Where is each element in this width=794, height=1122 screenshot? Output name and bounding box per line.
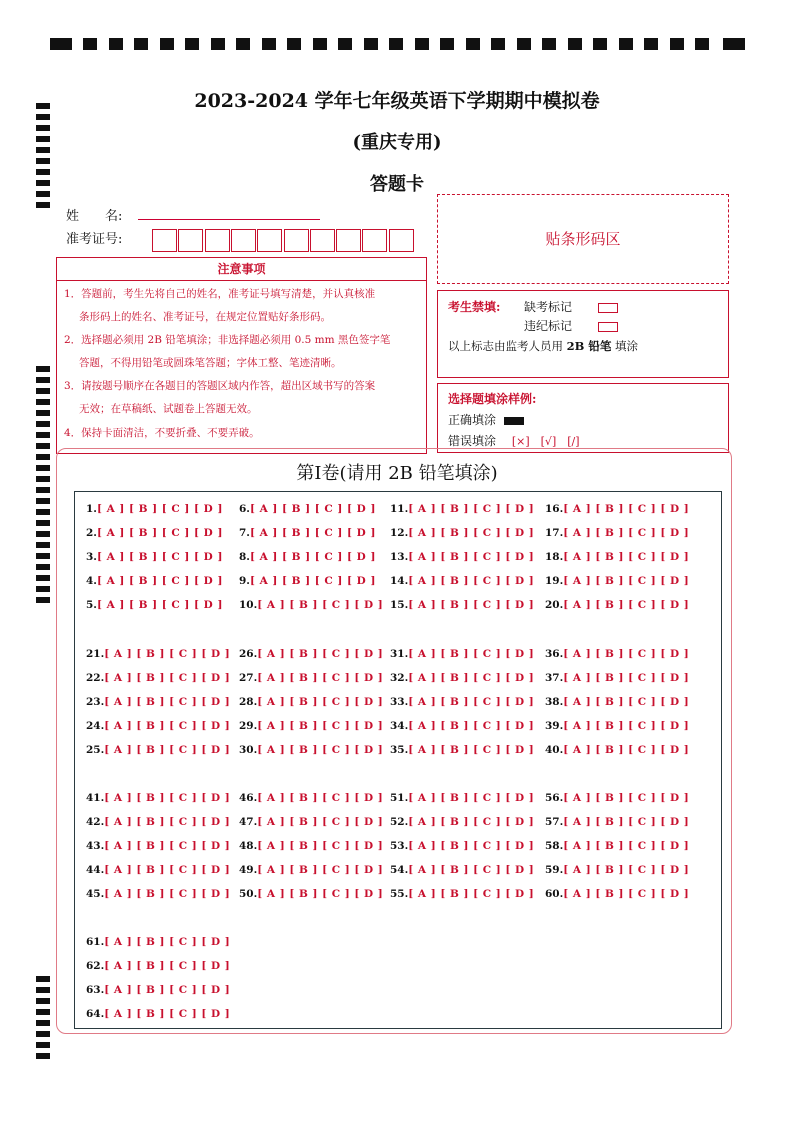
answer-options[interactable]: [ A ] [ B ] [ C ] [ D ] bbox=[257, 599, 384, 611]
answer-item-36 bbox=[545, 648, 689, 660]
exam-id-digit-box[interactable] bbox=[231, 229, 256, 252]
answer-options[interactable]: [ A ] [ B ] [ C ] [ D ] bbox=[249, 527, 376, 539]
question-number: 53. bbox=[390, 840, 409, 852]
violation-mark-box[interactable] bbox=[598, 322, 618, 332]
question-number: 47. bbox=[239, 816, 258, 828]
answer-item-40 bbox=[545, 744, 689, 756]
answer-item-49 bbox=[239, 864, 383, 876]
answer-item-43 bbox=[86, 840, 230, 852]
timing-mark bbox=[36, 520, 50, 526]
answer-item-14 bbox=[390, 575, 534, 587]
question-number: 51. bbox=[390, 792, 409, 804]
answer-item-48 bbox=[239, 840, 383, 852]
answer-options[interactable]: [ A ] [ B ] [ C ] [ D ] bbox=[563, 503, 690, 515]
timing-mark bbox=[36, 998, 50, 1004]
timing-block bbox=[619, 38, 633, 50]
answer-options[interactable]: [ A ] [ B ] [ C ] [ D ] bbox=[563, 792, 690, 804]
question-number: 34. bbox=[390, 720, 409, 732]
question-number: 54. bbox=[390, 864, 409, 876]
answer-item-64 bbox=[86, 1008, 230, 1020]
answer-item-10 bbox=[239, 599, 383, 611]
question-number: 27. bbox=[239, 672, 258, 684]
timing-mark bbox=[36, 575, 50, 581]
answer-item-39 bbox=[545, 720, 689, 732]
answer-options[interactable]: [ A ] [ B ] [ C ] [ D ] bbox=[408, 527, 535, 539]
timing-mark bbox=[36, 509, 50, 515]
answer-options[interactable]: [ A ] [ B ] [ C ] [ D ] bbox=[249, 503, 376, 515]
question-number: 31. bbox=[390, 648, 409, 660]
question-number: 5. bbox=[86, 599, 97, 611]
answer-options[interactable]: [ A ] [ B ] [ C ] [ D ] bbox=[257, 744, 384, 756]
timing-mark bbox=[36, 976, 50, 982]
answer-options[interactable]: [ A ] [ B ] [ C ] [ D ] bbox=[408, 503, 535, 515]
timing-block bbox=[542, 38, 556, 50]
name-field[interactable] bbox=[138, 219, 320, 220]
answer-item-54 bbox=[390, 864, 534, 876]
question-number: 14. bbox=[390, 575, 409, 587]
answer-item-17 bbox=[545, 527, 689, 539]
answer-item-41 bbox=[86, 792, 230, 804]
timing-bar-top bbox=[50, 38, 745, 52]
timing-block bbox=[134, 38, 148, 50]
answer-options[interactable]: [ A ] [ B ] [ C ] [ D ] bbox=[257, 840, 384, 852]
answer-item-9 bbox=[239, 575, 376, 587]
answer-options[interactable]: [ A ] [ B ] [ C ] [ D ] bbox=[408, 648, 535, 660]
answer-options[interactable]: [ A ] [ B ] [ C ] [ D ] bbox=[408, 575, 535, 587]
timing-mark bbox=[36, 158, 50, 164]
answer-area bbox=[74, 491, 722, 1029]
question-number: 9. bbox=[239, 575, 250, 587]
answer-options[interactable]: [ A ] [ B ] [ C ] [ D ] bbox=[257, 696, 384, 708]
answer-item-2 bbox=[86, 527, 223, 539]
question-number: 12. bbox=[390, 527, 409, 539]
question-number: 44. bbox=[86, 864, 105, 876]
answer-options[interactable]: [ A ] [ B ] [ C ] [ D ] bbox=[104, 864, 231, 876]
timing-block bbox=[644, 38, 658, 50]
exam-id-digit-box[interactable] bbox=[152, 229, 177, 252]
question-number: 24. bbox=[86, 720, 105, 732]
answer-item-33 bbox=[390, 696, 534, 708]
answer-options[interactable]: [ A ] [ B ] [ C ] [ D ] bbox=[408, 888, 535, 900]
timing-block bbox=[491, 38, 505, 50]
notice-item-4: 4．保持卡面清洁，不要折叠、不要弄破。 bbox=[64, 427, 260, 439]
timing-block bbox=[389, 38, 403, 50]
answer-options[interactable]: [ A ] [ B ] [ C ] [ D ] bbox=[104, 984, 231, 996]
answer-item-15 bbox=[390, 599, 534, 611]
question-number: 6. bbox=[239, 503, 250, 515]
answer-options[interactable]: [ A ] [ B ] [ C ] [ D ] bbox=[104, 840, 231, 852]
timing-block bbox=[262, 38, 276, 50]
answer-item-38 bbox=[545, 696, 689, 708]
answer-item-35 bbox=[390, 744, 534, 756]
answer-item-23 bbox=[86, 696, 230, 708]
question-number: 63. bbox=[86, 984, 105, 996]
question-number: 33. bbox=[390, 696, 409, 708]
question-number: 42. bbox=[86, 816, 105, 828]
answer-options[interactable]: [ A ] [ B ] [ C ] [ D ] bbox=[257, 864, 384, 876]
answer-item-13 bbox=[390, 551, 534, 563]
answer-item-16 bbox=[545, 503, 689, 515]
answer-item-24 bbox=[86, 720, 230, 732]
answer-options[interactable]: [ A ] [ B ] [ C ] [ D ] bbox=[104, 696, 231, 708]
timing-block bbox=[160, 38, 174, 50]
answer-item-32 bbox=[390, 672, 534, 684]
answer-options[interactable]: [ A ] [ B ] [ C ] [ D ] bbox=[249, 551, 376, 563]
timing-mark bbox=[36, 487, 50, 493]
notice-item-1b: 条形码上的姓名、准考证号，在规定位置贴好条形码。 bbox=[79, 311, 331, 323]
question-number: 20. bbox=[545, 599, 564, 611]
exam-id-digit-box[interactable] bbox=[336, 229, 361, 252]
answer-item-28 bbox=[239, 696, 383, 708]
timing-block bbox=[593, 38, 607, 50]
barcode-area-label: 贴条形码区 bbox=[545, 230, 621, 248]
exam-id-digit-box[interactable] bbox=[178, 229, 203, 252]
question-number: 22. bbox=[86, 672, 105, 684]
question-number: 58. bbox=[545, 840, 564, 852]
timing-block bbox=[83, 38, 97, 50]
question-number: 60. bbox=[545, 888, 564, 900]
answer-item-6 bbox=[239, 503, 376, 515]
timing-block bbox=[287, 38, 301, 50]
notice-item-1: 1．答题前，考生先将自己的姓名，准考证号填写清楚，并认真核准 bbox=[64, 288, 376, 300]
exam-id-digit-box[interactable] bbox=[362, 229, 387, 252]
answer-options[interactable]: [ A ] [ B ] [ C ] [ D ] bbox=[408, 864, 535, 876]
answer-item-45 bbox=[86, 888, 230, 900]
timing-mark bbox=[36, 443, 50, 449]
timing-block bbox=[50, 38, 72, 50]
timing-mark bbox=[36, 1020, 50, 1026]
timing-block bbox=[236, 38, 250, 50]
timing-block bbox=[466, 38, 480, 50]
notice-item-3b: 无效；在草稿纸、试题卷上答题无效。 bbox=[79, 403, 258, 415]
question-number: 50. bbox=[239, 888, 258, 900]
answer-item-63 bbox=[86, 984, 230, 996]
prohibited-label: 考生禁填: bbox=[448, 300, 501, 314]
timing-mark bbox=[36, 553, 50, 559]
answer-item-56 bbox=[545, 792, 689, 804]
answer-options[interactable]: [ A ] [ B ] [ C ] [ D ] bbox=[104, 672, 231, 684]
fill-sample-title: 选择题填涂样例: bbox=[448, 392, 537, 406]
answer-item-26 bbox=[239, 648, 383, 660]
question-number: 55. bbox=[390, 888, 409, 900]
timing-mark bbox=[36, 421, 50, 427]
timing-block bbox=[517, 38, 531, 50]
wrong-fill-label: 错误填涂 bbox=[448, 434, 497, 448]
answer-options[interactable]: [ A ] [ B ] [ C ] [ D ] bbox=[563, 864, 690, 876]
answer-options[interactable]: [ A ] [ B ] [ C ] [ D ] bbox=[563, 840, 690, 852]
exam-id-digit-box[interactable] bbox=[205, 229, 230, 252]
exam-id-label: 准考证号: bbox=[66, 232, 123, 247]
answer-options[interactable]: [ A ] [ B ] [ C ] [ D ] bbox=[104, 744, 231, 756]
question-number: 4. bbox=[86, 575, 97, 587]
answer-item-21 bbox=[86, 648, 230, 660]
answer-item-4 bbox=[86, 575, 223, 587]
answer-options[interactable]: [ A ] [ B ] [ C ] [ D ] bbox=[563, 599, 690, 611]
answer-options[interactable]: [ A ] [ B ] [ C ] [ D ] bbox=[408, 672, 535, 684]
timing-block bbox=[695, 38, 709, 50]
answer-item-61 bbox=[86, 936, 230, 948]
question-number: 41. bbox=[86, 792, 105, 804]
answer-options[interactable]: [ A ] [ B ] [ C ] [ D ] bbox=[408, 840, 535, 852]
answer-item-22 bbox=[86, 672, 230, 684]
question-number: 8. bbox=[239, 551, 250, 563]
barcode-area bbox=[437, 194, 729, 284]
answer-item-46 bbox=[239, 792, 383, 804]
timing-mark bbox=[36, 498, 50, 504]
answer-item-34 bbox=[390, 720, 534, 732]
answer-item-57 bbox=[545, 816, 689, 828]
answer-options[interactable]: [ A ] [ B ] [ C ] [ D ] bbox=[408, 744, 535, 756]
answer-options[interactable]: [ A ] [ B ] [ C ] [ D ] bbox=[96, 551, 223, 563]
question-number: 30. bbox=[239, 744, 258, 756]
question-number: 45. bbox=[86, 888, 105, 900]
question-number: 3. bbox=[86, 551, 97, 563]
question-number: 28. bbox=[239, 696, 258, 708]
timing-mark bbox=[36, 1031, 50, 1037]
notice-title: 注意事项 bbox=[57, 258, 426, 281]
question-number: 32. bbox=[390, 672, 409, 684]
timing-mark bbox=[36, 1042, 50, 1048]
answer-options[interactable]: [ A ] [ B ] [ C ] [ D ] bbox=[563, 744, 690, 756]
question-number: 46. bbox=[239, 792, 258, 804]
timing-mark bbox=[36, 399, 50, 405]
answer-item-27 bbox=[239, 672, 383, 684]
timing-block bbox=[338, 38, 352, 50]
answer-item-30 bbox=[239, 744, 383, 756]
answer-options[interactable]: [ A ] [ B ] [ C ] [ D ] bbox=[104, 648, 231, 660]
question-number: 36. bbox=[545, 648, 564, 660]
section-1-title: 第Ⅰ卷(请用 2B 铅笔填涂) bbox=[296, 463, 498, 484]
timing-block bbox=[109, 38, 123, 50]
timing-mark bbox=[36, 987, 50, 993]
answer-item-59 bbox=[545, 864, 689, 876]
answer-item-3 bbox=[86, 551, 223, 563]
answer-item-53 bbox=[390, 840, 534, 852]
question-number: 11. bbox=[390, 503, 409, 515]
answer-item-52 bbox=[390, 816, 534, 828]
question-number: 56. bbox=[545, 792, 564, 804]
timing-mark bbox=[36, 564, 50, 570]
answer-options[interactable]: [ A ] [ B ] [ C ] [ D ] bbox=[408, 720, 535, 732]
timing-block bbox=[440, 38, 454, 50]
question-number: 10. bbox=[239, 599, 258, 611]
answer-item-19 bbox=[545, 575, 689, 587]
answer-options[interactable]: [ A ] [ B ] [ C ] [ D ] bbox=[563, 888, 690, 900]
answer-item-50 bbox=[239, 888, 383, 900]
answer-options[interactable]: [ A ] [ B ] [ C ] [ D ] bbox=[96, 575, 223, 587]
question-number: 19. bbox=[545, 575, 564, 587]
timing-mark bbox=[36, 1009, 50, 1015]
answer-options[interactable]: [ A ] [ B ] [ C ] [ D ] bbox=[563, 527, 690, 539]
answer-options[interactable]: [ A ] [ B ] [ C ] [ D ] bbox=[257, 720, 384, 732]
prohibited-box bbox=[437, 290, 729, 378]
timing-mark bbox=[36, 388, 50, 394]
timing-mark bbox=[36, 377, 50, 383]
answer-options[interactable]: [ A ] [ B ] [ C ] [ D ] bbox=[96, 503, 223, 515]
answer-options[interactable]: [ A ] [ B ] [ C ] [ D ] bbox=[104, 888, 231, 900]
question-number: 39. bbox=[545, 720, 564, 732]
timing-mark bbox=[36, 432, 50, 438]
answer-item-1 bbox=[86, 503, 223, 515]
answer-item-47 bbox=[239, 816, 383, 828]
absent-label: 缺考标记 bbox=[524, 300, 573, 314]
answer-item-58 bbox=[545, 840, 689, 852]
exam-id-digit-box[interactable] bbox=[389, 229, 414, 252]
answer-item-7 bbox=[239, 527, 376, 539]
wrong-fill-samples: [×] [√] [/] bbox=[511, 435, 580, 448]
answer-options[interactable]: [ A ] [ B ] [ C ] [ D ] bbox=[563, 551, 690, 563]
name-label: 姓 名: bbox=[66, 209, 123, 224]
question-number: 13. bbox=[390, 551, 409, 563]
question-number: 62. bbox=[86, 960, 105, 972]
exam-subtitle: (重庆专用) bbox=[352, 132, 442, 153]
timing-block bbox=[415, 38, 429, 50]
absent-mark-box[interactable] bbox=[598, 303, 618, 313]
prohibited-note-suffix: 填涂 bbox=[615, 339, 639, 353]
answer-item-29 bbox=[239, 720, 383, 732]
question-number: 26. bbox=[239, 648, 258, 660]
answer-item-11 bbox=[390, 503, 534, 515]
answer-options[interactable]: [ A ] [ B ] [ C ] [ D ] bbox=[408, 792, 535, 804]
timing-block bbox=[568, 38, 582, 50]
answer-item-31 bbox=[390, 648, 534, 660]
answer-item-62 bbox=[86, 960, 230, 972]
question-number: 1. bbox=[86, 503, 97, 515]
timing-mark bbox=[36, 542, 50, 548]
prohibited-note-prefix: 以上标志由监考人员用 bbox=[448, 339, 563, 353]
answer-item-25 bbox=[86, 744, 230, 756]
answer-options[interactable]: [ A ] [ B ] [ C ] [ D ] bbox=[104, 1008, 231, 1020]
answer-item-8 bbox=[239, 551, 376, 563]
answer-options[interactable]: [ A ] [ B ] [ C ] [ D ] bbox=[104, 792, 231, 804]
answer-options[interactable]: [ A ] [ B ] [ C ] [ D ] bbox=[408, 551, 535, 563]
question-number: 37. bbox=[545, 672, 564, 684]
question-number: 48. bbox=[239, 840, 258, 852]
notice-item-3: 3．请按题号顺序在各题目的答题区域内作答，超出区域书写的答案 bbox=[64, 380, 376, 392]
timing-block bbox=[185, 38, 199, 50]
question-number: 15. bbox=[390, 599, 409, 611]
question-number: 52. bbox=[390, 816, 409, 828]
timing-mark bbox=[36, 1053, 50, 1059]
answer-options[interactable]: [ A ] [ B ] [ C ] [ D ] bbox=[257, 888, 384, 900]
question-number: 59. bbox=[545, 864, 564, 876]
answer-item-44 bbox=[86, 864, 230, 876]
exam-id-digit-box[interactable] bbox=[310, 229, 335, 252]
timing-block bbox=[313, 38, 327, 50]
prohibited-note-bold: 2B 铅笔 bbox=[566, 339, 612, 353]
question-number: 61. bbox=[86, 936, 105, 948]
answer-options[interactable]: [ A ] [ B ] [ C ] [ D ] bbox=[104, 936, 231, 948]
answer-item-60 bbox=[545, 888, 689, 900]
answer-item-12 bbox=[390, 527, 534, 539]
answer-options[interactable]: [ A ] [ B ] [ C ] [ D ] bbox=[563, 672, 690, 684]
fill-sample-box bbox=[437, 383, 729, 453]
timing-block bbox=[670, 38, 684, 50]
question-number: 64. bbox=[86, 1008, 105, 1020]
question-number: 2. bbox=[86, 527, 97, 539]
answer-options[interactable]: [ A ] [ B ] [ C ] [ D ] bbox=[408, 599, 535, 611]
answer-options[interactable]: [ A ] [ B ] [ C ] [ D ] bbox=[104, 816, 231, 828]
question-number: 43. bbox=[86, 840, 105, 852]
answer-item-20 bbox=[545, 599, 689, 611]
answer-item-37 bbox=[545, 672, 689, 684]
answer-options[interactable]: [ A ] [ B ] [ C ] [ D ] bbox=[257, 672, 384, 684]
answer-options[interactable]: [ A ] [ B ] [ C ] [ D ] bbox=[408, 816, 535, 828]
answer-item-5 bbox=[86, 599, 223, 611]
question-number: 57. bbox=[545, 816, 564, 828]
question-number: 49. bbox=[239, 864, 258, 876]
answer-options[interactable]: [ A ] [ B ] [ C ] [ D ] bbox=[563, 816, 690, 828]
answer-options[interactable]: [ A ] [ B ] [ C ] [ D ] bbox=[104, 960, 231, 972]
answer-options[interactable]: [ A ] [ B ] [ C ] [ D ] bbox=[257, 648, 384, 660]
exam-title: 2023-2024 学年七年级英语下学期期中模拟卷 bbox=[194, 90, 600, 112]
exam-id-digit-box[interactable] bbox=[257, 229, 282, 252]
correct-fill-label: 正确填涂 bbox=[448, 413, 497, 427]
answer-item-18 bbox=[545, 551, 689, 563]
timing-block bbox=[723, 38, 745, 50]
question-number: 35. bbox=[390, 744, 409, 756]
answer-options[interactable]: [ A ] [ B ] [ C ] [ D ] bbox=[257, 816, 384, 828]
answer-item-55 bbox=[390, 888, 534, 900]
question-number: 16. bbox=[545, 503, 564, 515]
answer-options[interactable]: [ A ] [ B ] [ C ] [ D ] bbox=[104, 720, 231, 732]
question-number: 29. bbox=[239, 720, 258, 732]
answer-options[interactable]: [ A ] [ B ] [ C ] [ D ] bbox=[563, 720, 690, 732]
question-number: 40. bbox=[545, 744, 564, 756]
correct-fill-sample bbox=[504, 417, 524, 425]
question-number: 38. bbox=[545, 696, 564, 708]
answer-options[interactable]: [ A ] [ B ] [ C ] [ D ] bbox=[563, 575, 690, 587]
timing-block bbox=[364, 38, 378, 50]
answer-options[interactable]: [ A ] [ B ] [ C ] [ D ] bbox=[257, 792, 384, 804]
answer-options[interactable]: [ A ] [ B ] [ C ] [ D ] bbox=[96, 599, 223, 611]
answer-options[interactable]: [ A ] [ B ] [ C ] [ D ] bbox=[563, 648, 690, 660]
exam-id-digit-box[interactable] bbox=[284, 229, 309, 252]
timing-mark bbox=[36, 366, 50, 372]
answer-item-42 bbox=[86, 816, 230, 828]
notice-item-2: 2．选择题必须用 2B 铅笔填涂；非选择题必须用 0.5 mm 黑色签字笔 bbox=[64, 334, 391, 346]
timing-mark bbox=[36, 531, 50, 537]
question-number: 7. bbox=[239, 527, 250, 539]
answer-options[interactable]: [ A ] [ B ] [ C ] [ D ] bbox=[96, 527, 223, 539]
card-title: 答题卡 bbox=[370, 174, 424, 195]
answer-options[interactable]: [ A ] [ B ] [ C ] [ D ] bbox=[249, 575, 376, 587]
timing-mark bbox=[36, 586, 50, 592]
timing-block bbox=[211, 38, 225, 50]
violation-label: 违纪标记 bbox=[524, 319, 573, 333]
question-number: 21. bbox=[86, 648, 105, 660]
answer-options[interactable]: [ A ] [ B ] [ C ] [ D ] bbox=[563, 696, 690, 708]
timing-mark bbox=[36, 597, 50, 603]
notice-item-2b: 答题，不得用铅笔或圆珠笔答题；字体工整、笔迹清晰。 bbox=[79, 357, 342, 369]
question-number: 17. bbox=[545, 527, 564, 539]
question-number: 23. bbox=[86, 696, 105, 708]
question-number: 25. bbox=[86, 744, 105, 756]
timing-mark bbox=[36, 202, 50, 208]
question-number: 18. bbox=[545, 551, 564, 563]
answer-item-51 bbox=[390, 792, 534, 804]
timing-mark bbox=[36, 410, 50, 416]
timing-mark bbox=[36, 114, 50, 120]
answer-options[interactable]: [ A ] [ B ] [ C ] [ D ] bbox=[408, 696, 535, 708]
